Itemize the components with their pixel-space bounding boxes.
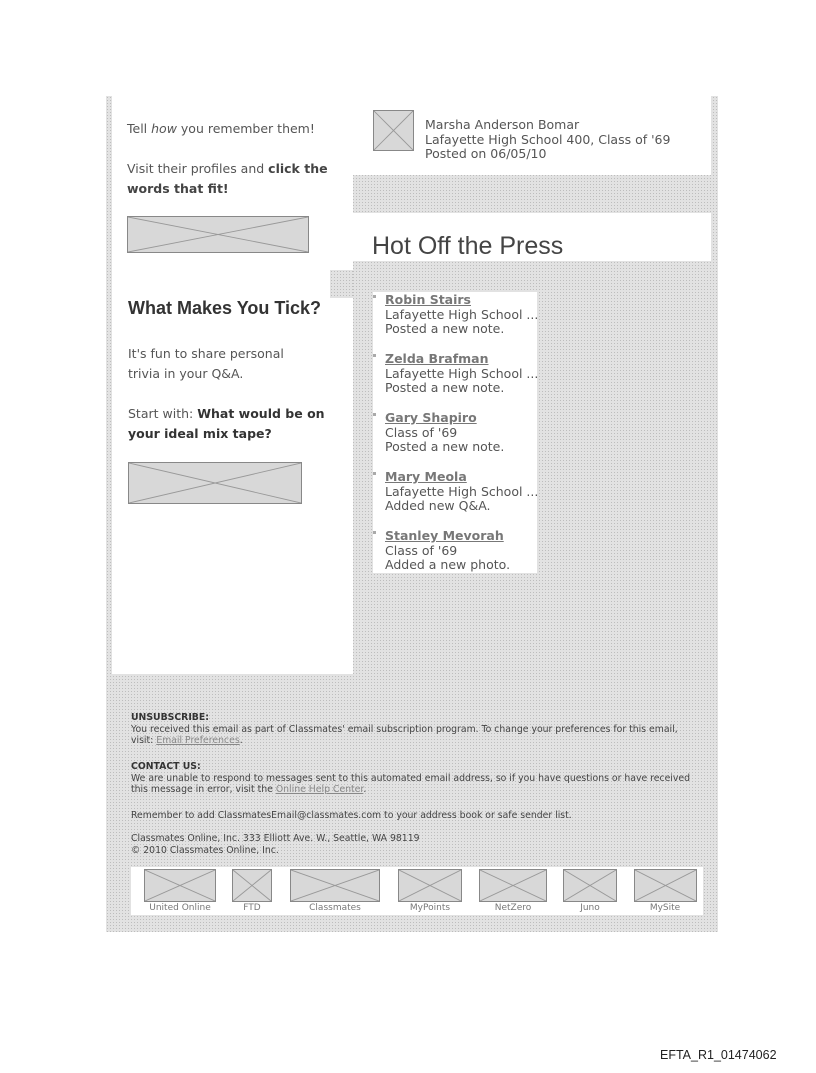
- hot-title: Hot Off the Press: [372, 232, 564, 260]
- bullet-icon: [373, 354, 376, 357]
- section-title: What Makes You Tick?: [128, 298, 322, 318]
- juno-logo[interactable]: [563, 869, 617, 902]
- news-name-link[interactable]: Gary Shapiro: [385, 410, 477, 425]
- mypoints-logo[interactable]: [398, 869, 462, 902]
- ftd-logo[interactable]: [232, 869, 272, 902]
- profile-button-image[interactable]: [127, 216, 309, 253]
- featured-info: [425, 118, 670, 162]
- bullet-icon: [373, 295, 376, 298]
- copyright-text: © 2010 Classmates Online, Inc.: [131, 845, 279, 856]
- contact-block: CONTACT US: We are unable to respond to messages sent to this automated email address, so if you have questions or have received this message in error, visit the Online Help Center.: [131, 761, 690, 795]
- mysite-logo[interactable]: [634, 869, 697, 902]
- trivia-text: It's fun to share personal trivia in your Q&A.: [128, 346, 284, 381]
- logo-label: Juno: [580, 903, 600, 913]
- list-item: Zelda Brafman Lafayette High School ... Posted a new note.: [385, 351, 539, 395]
- document-id: EFTA_R1_01474062: [660, 1048, 777, 1062]
- list-item: Robin Stairs Lafayette High School ... Posted a new note.: [385, 292, 539, 336]
- help-center-link[interactable]: Online Help Center: [275, 784, 364, 795]
- remember-text: Remember to add ClassmatesEmail@classmates.com to your address book or safe sender list.: [131, 810, 572, 821]
- bullet-icon: [373, 413, 376, 416]
- logo-label: Classmates: [309, 903, 361, 913]
- address-text: Classmates Online, Inc. 333 Elliott Ave. W., Seattle, WA 98119: [131, 833, 420, 844]
- news-name-link[interactable]: Stanley Mevorah: [385, 528, 504, 543]
- logo-label: FTD: [243, 903, 261, 913]
- netzero-logo[interactable]: [479, 869, 547, 902]
- logo-label: NetZero: [494, 903, 532, 913]
- united-online-logo[interactable]: [144, 869, 216, 902]
- list-item: Mary Meola Lafayette High School ... Added new Q&A.: [385, 469, 539, 513]
- news-name-link[interactable]: Zelda Brafman: [385, 351, 489, 366]
- logo-label: United Online: [149, 903, 211, 913]
- tell-text: Tell how you remember them!: [127, 121, 315, 136]
- unsubscribe-block: UNSUBSCRIBE: You received this email as part of Classmates' email subscription program. To change your preferences for this email, visit: Email Preferences.: [131, 712, 678, 746]
- featured-avatar[interactable]: [373, 110, 414, 151]
- logo-label: MySite: [649, 903, 681, 913]
- news-name-link[interactable]: Mary Meola: [385, 469, 467, 484]
- list-item: Gary Shapiro Class of '69 Posted a new note.: [385, 410, 505, 454]
- visit-text: Visit their profiles and click the words that fit!: [127, 161, 328, 196]
- list-item: Stanley Mevorah Class of '69 Added a new photo.: [385, 528, 511, 572]
- featured-name: Marsha Anderson Bomar: [425, 117, 580, 132]
- left-column-notch: [330, 270, 353, 298]
- email-preferences-link[interactable]: Email Preferences: [156, 735, 240, 746]
- logo-label: MyPoints: [409, 903, 451, 913]
- featured-school: Lafayette High School 400, Class of '69: [425, 131, 671, 147]
- news-name-link[interactable]: Robin Stairs: [385, 292, 471, 307]
- bullet-icon: [373, 472, 376, 475]
- start-text: Start with: What would be on your ideal mix tape?: [128, 406, 325, 441]
- featured-posted: Posted on 06/05/10: [425, 146, 547, 161]
- qa-button-image[interactable]: [128, 462, 302, 504]
- classmates-logo[interactable]: [290, 869, 380, 902]
- bullet-icon: [373, 531, 376, 534]
